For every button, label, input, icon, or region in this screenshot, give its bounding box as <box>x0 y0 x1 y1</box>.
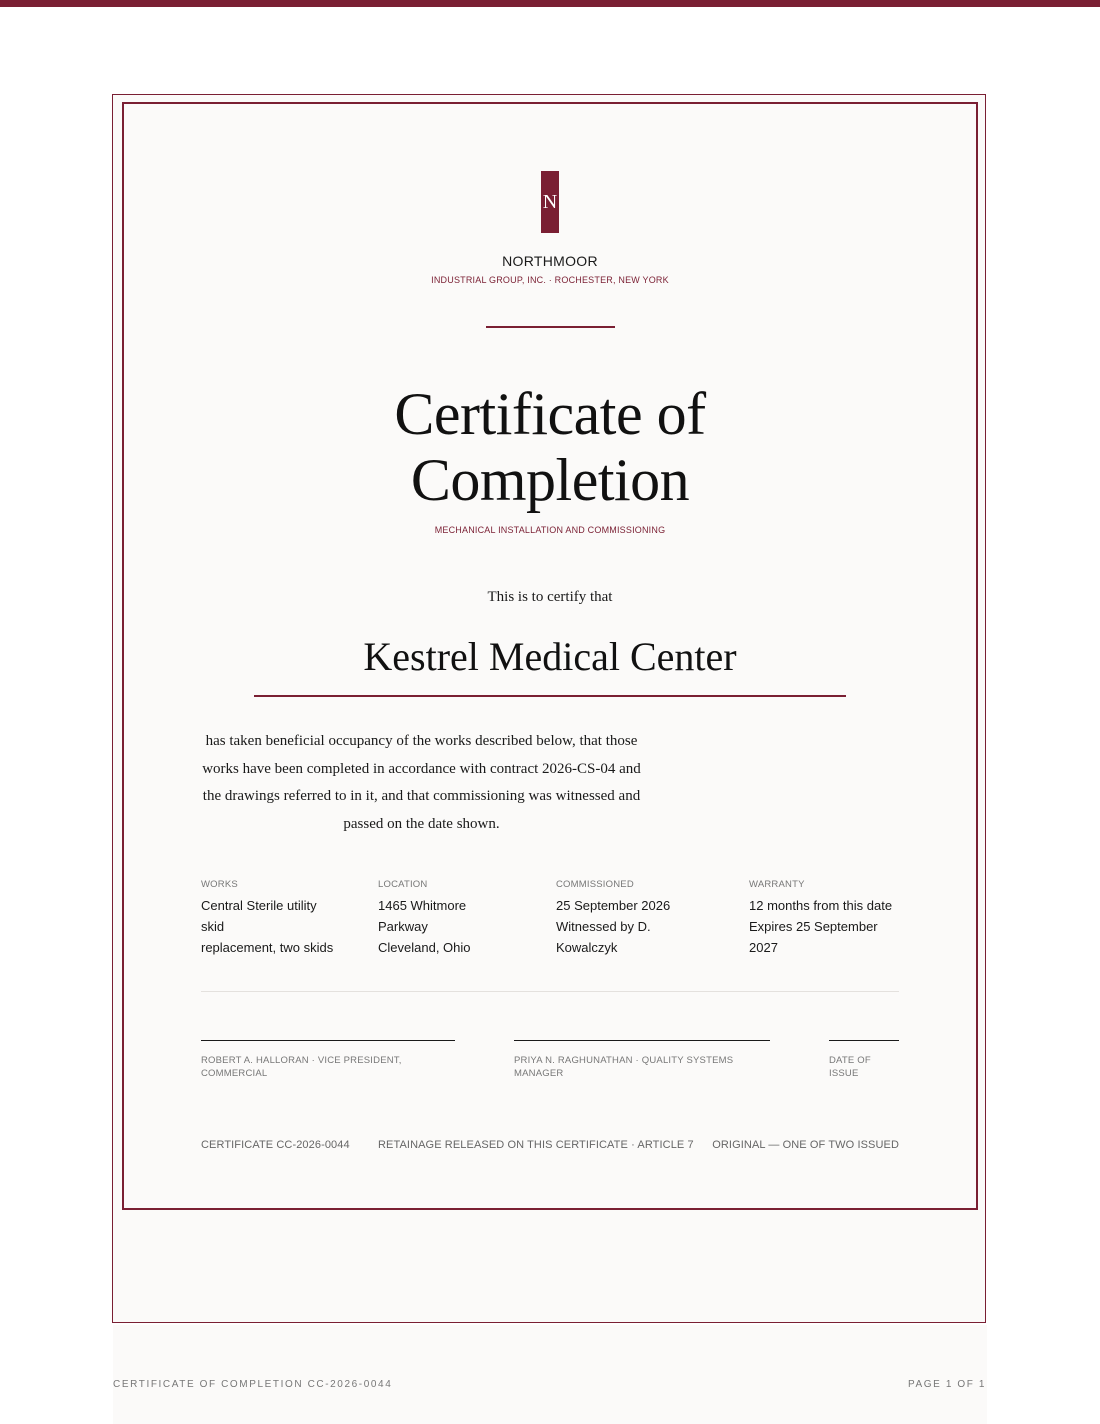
page-footer-title: CERTIFICATE OF COMPLETION CC-2026-0044 <box>113 1379 393 1390</box>
certify-intro: This is to certify that <box>487 589 613 605</box>
works-field <box>201 879 351 958</box>
signature-label-2: PRIYA N. RAGHUNATHAN · QUALITY SYSTEMS MANAGER <box>514 1055 734 1079</box>
certificate-subtitle: MECHANICAL INSTALLATION AND COMMISSIONING <box>434 525 666 535</box>
header-divider <box>486 326 615 328</box>
page-number: PAGE 1 OF 1 <box>908 1379 986 1390</box>
date-line <box>829 1040 899 1041</box>
original-note: ORIGINAL — ONE OF TWO ISSUED <box>712 1139 899 1151</box>
title-line-2: Completion <box>410 447 690 513</box>
commissioned-value: 25 September 2026 Witnessed by D. Kowalczyk <box>556 898 671 955</box>
date-of-issue-label: DATE OF ISSUE <box>829 1055 871 1079</box>
signature-line-2 <box>514 1040 770 1041</box>
location-field <box>378 879 518 958</box>
commissioned-label: COMMISSIONED <box>556 879 634 890</box>
commissioned-field <box>556 879 706 958</box>
location-label: LOCATION <box>378 879 428 890</box>
company-name: NORTHMOOR <box>502 253 598 269</box>
warranty-field <box>749 879 899 958</box>
recipient-name: Kestrel Medical Center <box>363 634 737 679</box>
works-value: Central Sterile utility skid replacement, two skids <box>201 898 334 955</box>
certificate-title <box>0 381 1100 513</box>
recipient-underline <box>254 695 846 697</box>
warranty-value: 12 months from this date Expires 25 September 2027 <box>749 898 893 955</box>
certificate-number: CERTIFICATE CC-2026-0044 <box>201 1139 350 1151</box>
certificate-body: has taken beneficial occupancy of the works described below, that those works have been completed in accordance with contract 2026-CS-04 and the drawings referred to in it, and that commissioning was witnessed and passed on the date shown. <box>202 733 641 832</box>
signature-label-1: ROBERT A. HALLORAN · VICE PRESIDENT, COMMERCIAL <box>201 1055 402 1079</box>
location-value: 1465 Whitmore Parkway Cleveland, Ohio <box>378 898 471 955</box>
title-line-1: Certificate of <box>394 381 706 447</box>
company-monogram-logo: N <box>541 171 559 233</box>
retainage-note: RETAINAGE RELEASED ON THIS CERTIFICATE · ARTICLE 7 <box>378 1139 694 1151</box>
page-sheet-bottom <box>113 1325 987 1424</box>
signature-line-1 <box>201 1040 455 1041</box>
details-divider <box>201 991 899 992</box>
works-label: WORKS <box>201 879 238 890</box>
company-subline: INDUSTRIAL GROUP, INC. · ROCHESTER, NEW YORK <box>431 275 669 285</box>
top-accent-bar <box>0 0 1100 7</box>
warranty-label: WARRANTY <box>749 879 805 890</box>
